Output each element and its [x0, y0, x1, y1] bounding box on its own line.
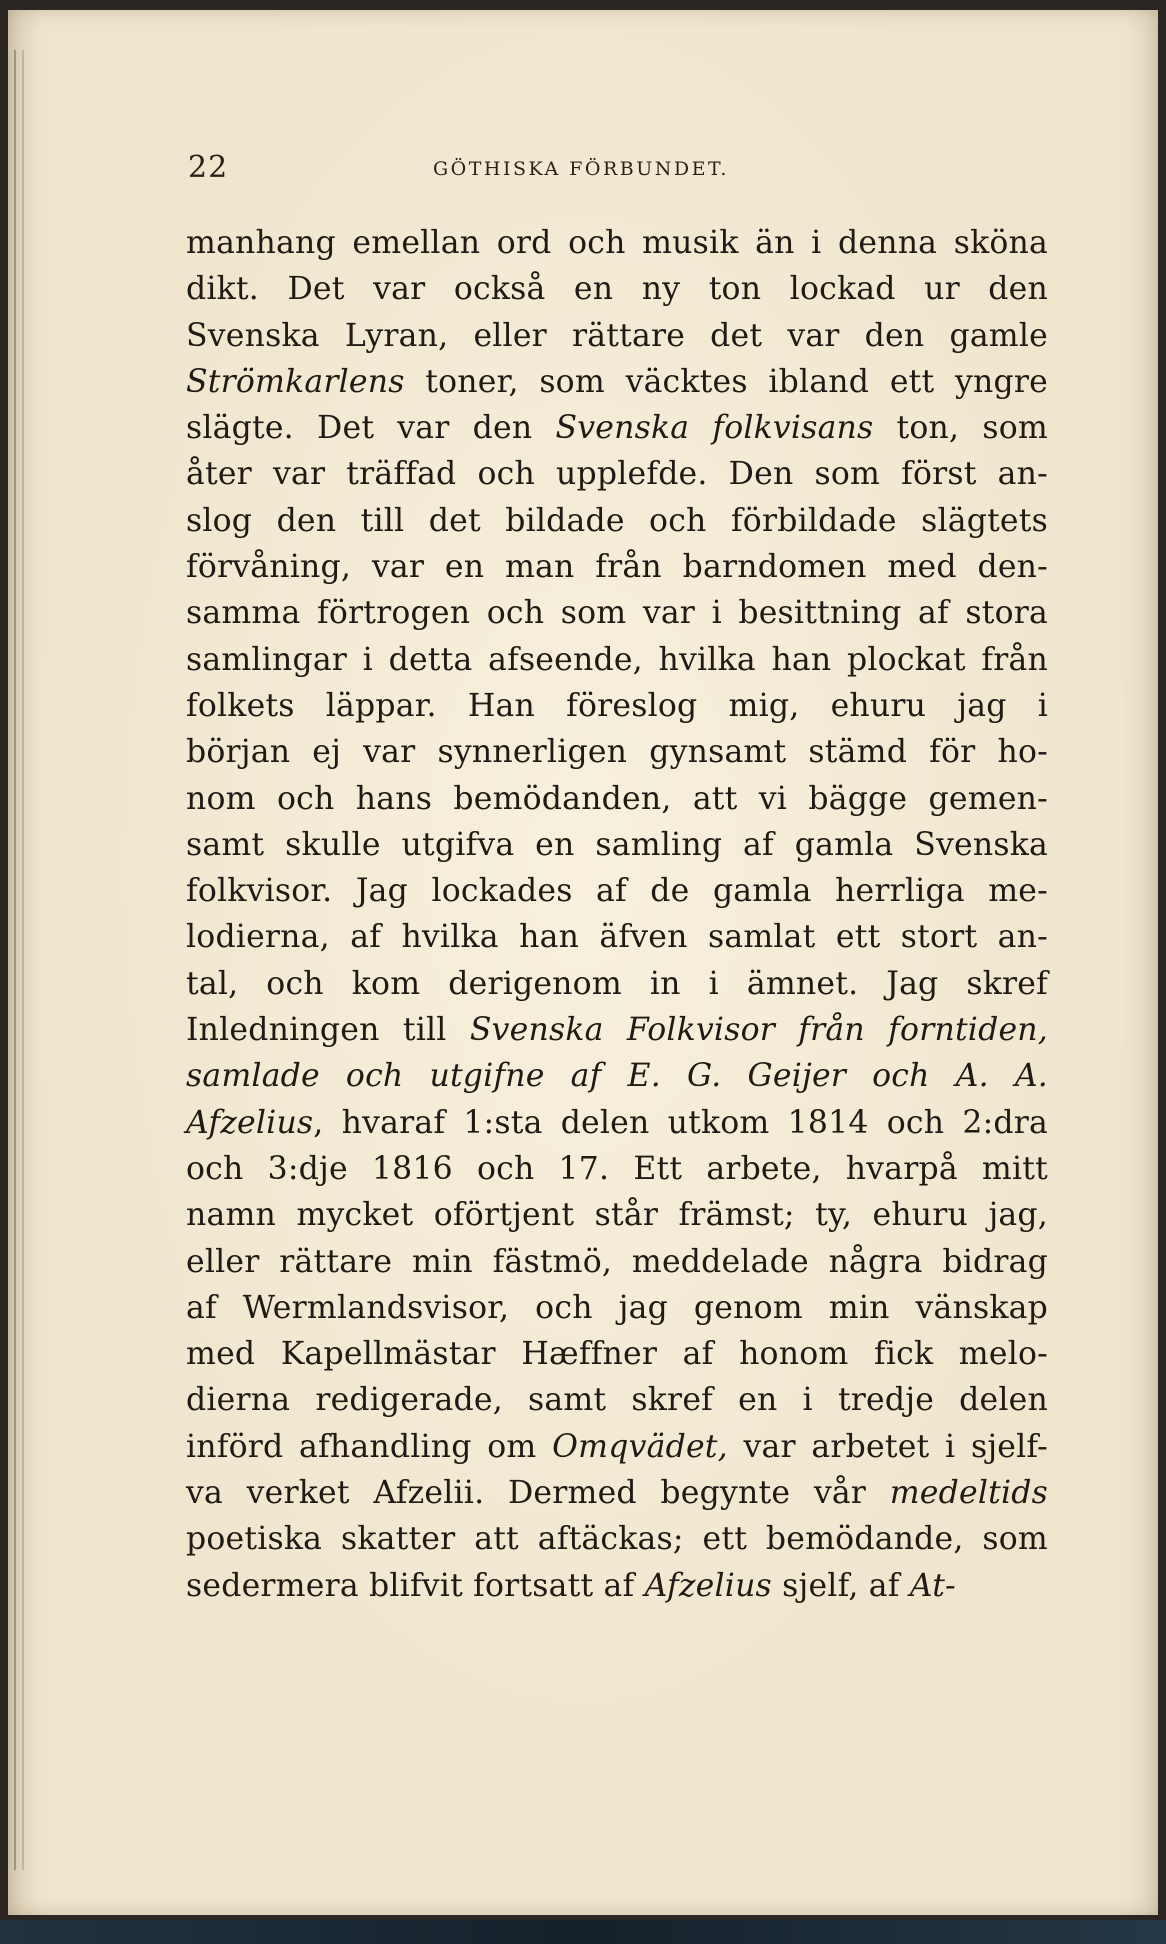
text-line: [186, 822, 1048, 868]
italic-text: Svenska folkvisans: [555, 410, 874, 447]
text-line: [186, 220, 1048, 266]
text-line: [186, 868, 1048, 914]
text-segment: åter var träffad och upplefde. Den som först an-: [186, 456, 1048, 493]
text-line: [186, 266, 1048, 312]
italic-text: Strömkarlens: [186, 363, 405, 400]
text-line: [186, 961, 1048, 1007]
text-segment: samma förtrogen och som var i besittning af stora: [186, 595, 1048, 632]
page-edge-line: [14, 50, 16, 1870]
text-line: [186, 359, 1048, 405]
text-line: [186, 914, 1048, 960]
text-segment: dierna redigerade, samt skref en i tredje delen: [186, 1382, 1048, 1419]
text-segment: var arbetet i sjelf-: [727, 1428, 1049, 1465]
text-line: [186, 1192, 1048, 1238]
text-segment: Inledningen till: [186, 1012, 470, 1049]
text-line: [186, 1470, 1048, 1516]
text-line: [186, 590, 1048, 636]
text-line: [186, 1146, 1048, 1192]
italic-text: samlade och utgifne af E. G. Geijer och A. A.: [186, 1058, 1048, 1095]
text-segment: , hvaraf 1:sta delen utkom 1814 och 2:dra: [313, 1104, 1048, 1141]
text-segment: slägte. Det var den: [186, 410, 556, 447]
text-line: [186, 683, 1048, 729]
text-line: [186, 637, 1048, 683]
text-line: [186, 1424, 1048, 1470]
italic-text: Svenska Folkvisor från forntiden,: [469, 1012, 1048, 1049]
text-line: [186, 1053, 1048, 1099]
text-segment: dikt. Det var också en ny ton lockad ur den: [186, 271, 1048, 308]
book-page: [8, 10, 1158, 1915]
page-number: 22: [188, 150, 229, 185]
text-line: [186, 1516, 1048, 1562]
text-line: [186, 451, 1048, 497]
text-segment: samlingar i detta afseende, hvilka han plockat från: [186, 641, 1048, 678]
italic-text: At-: [909, 1567, 956, 1604]
text-line: [186, 1377, 1048, 1423]
text-segment: eller rättare min fästmö, meddelade några bidrag: [186, 1243, 1048, 1280]
text-segment: tal, och kom derigenom in i ämnet. Jag skref: [186, 965, 1048, 1002]
text-segment: poetiska skatter att aftäckas; ett bemödande, som: [186, 1521, 1048, 1558]
text-segment: och 3:dje 1816 och 17. Ett arbete, hvarpå mitt: [186, 1150, 1048, 1187]
text-line: [186, 405, 1048, 451]
text-line: [186, 1100, 1048, 1146]
text-segment: va verket Afzelii. Dermed begynte vår: [186, 1475, 890, 1512]
text-segment: nom och hans bemödanden, att vi bägge gemen-: [186, 780, 1048, 817]
text-segment: Svenska Lyran, eller rättare det var den gamle: [186, 317, 1048, 354]
italic-text: Afzelius: [186, 1104, 314, 1141]
text-segment: af Wermlandsvisor, och jag genom min vänskap: [186, 1289, 1048, 1326]
page-header: [188, 150, 1068, 200]
italic-text: Afzelius: [644, 1567, 772, 1604]
text-line: [186, 1331, 1048, 1377]
text-line: [186, 544, 1048, 590]
text-line: [186, 1563, 1048, 1609]
italic-text: Omqvädet,: [552, 1428, 728, 1465]
text-segment: lodierna, af hvilka han äfven samlat ett stort an-: [186, 919, 1048, 956]
text-segment: namn mycket oförtjent står främst; ty, ehuru jag,: [186, 1197, 1048, 1234]
running-head: GÖTHISKA FÖRBUNDET.: [433, 158, 729, 180]
text-line: [186, 313, 1048, 359]
text-segment: manhang emellan ord och musik än i denna sköna: [186, 225, 1048, 261]
italic-text: medeltids: [889, 1475, 1048, 1512]
text-segment: sedermera blifvit fortsatt af: [186, 1567, 645, 1604]
text-segment: toner, som väcktes ibland ett yngre: [404, 363, 1048, 400]
text-line: [186, 729, 1048, 775]
body-text: [186, 220, 1048, 1609]
text-line: [186, 1285, 1048, 1331]
text-segment: början ej var synnerligen gynsamt stämd för ho-: [186, 734, 1048, 771]
text-segment: införd afhandling om: [186, 1428, 553, 1465]
text-line: [186, 1239, 1048, 1285]
text-segment: folkvisor. Jag lockades af de gamla herrliga me-: [186, 873, 1048, 910]
text-segment: slog den till det bildade och förbildade slägtets: [186, 502, 1048, 539]
page-edge-line: [22, 50, 24, 1870]
text-segment: förvåning, var en man från barndomen med den-: [186, 549, 1048, 586]
scan-background-edge: [0, 1920, 1166, 1944]
text-line: [186, 776, 1048, 822]
text-segment: ton, som: [873, 410, 1048, 447]
text-segment: med Kapellmästar Hæffner af honom fick melo-: [186, 1336, 1048, 1373]
text-line: [186, 498, 1048, 544]
text-segment: sjelf, af: [771, 1567, 910, 1604]
text-line: [186, 1007, 1048, 1053]
text-segment: samt skulle utgifva en samling af gamla Svenska: [186, 826, 1048, 863]
text-segment: folkets läppar. Han föreslog mig, ehuru jag i: [186, 687, 1048, 724]
